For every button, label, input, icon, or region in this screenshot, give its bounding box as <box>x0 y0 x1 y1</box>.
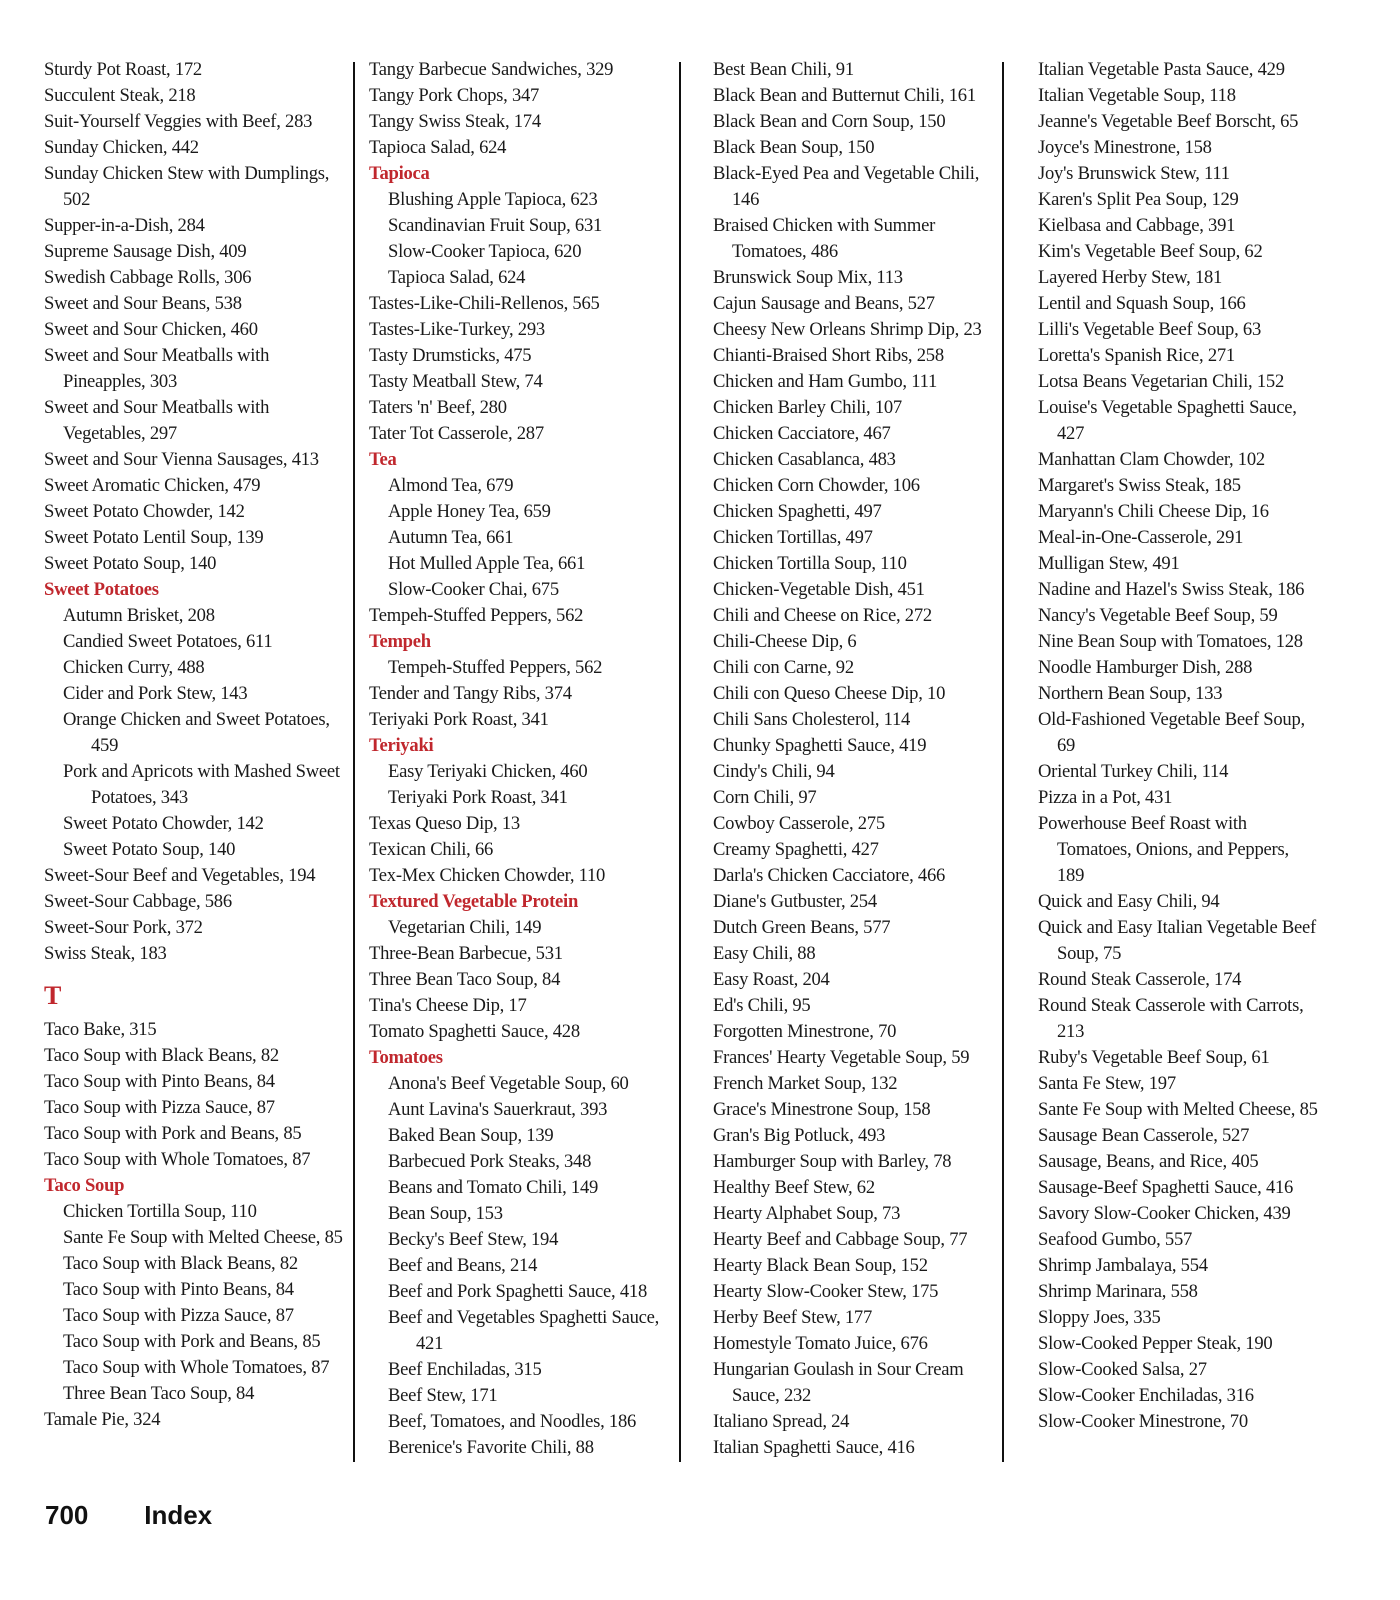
index-subentry: Becky's Beef Stew, 194 <box>388 1229 559 1250</box>
index-entry: Cindy's Chili, 94 <box>713 761 835 782</box>
index-entry: Italian Vegetable Soup, 118 <box>1038 85 1236 106</box>
index-entry: Swiss Steak, 183 <box>44 943 167 964</box>
index-entry: Tastes-Like-Chili-Rellenos, 565 <box>369 293 600 314</box>
index-entry: Tangy Swiss Steak, 174 <box>369 111 541 132</box>
index-entry: Taters 'n' Beef, 280 <box>369 397 507 418</box>
index-entry: Dutch Green Beans, 577 <box>713 917 891 938</box>
index-entry: Black Bean Soup, 150 <box>713 137 875 158</box>
index-entry: Texas Queso Dip, 13 <box>369 813 520 834</box>
index-entry: Seafood Gumbo, 557 <box>1038 1229 1193 1250</box>
page-footer <box>45 1500 212 1531</box>
index-topic-heading: Tapioca <box>369 163 430 184</box>
index-entry: Gran's Big Potluck, 493 <box>713 1125 886 1146</box>
index-entry: Quick and Easy Italian Vegetable Beef Soup, 75 <box>1038 917 1316 964</box>
index-entry: Black Bean and Butternut Chili, 161 <box>713 85 976 106</box>
index-subentry: Beef Stew, 171 <box>388 1385 498 1406</box>
index-entry: Italian Spaghetti Sauce, 416 <box>713 1437 915 1458</box>
index-entry: Chili and Cheese on Rice, 272 <box>713 605 932 626</box>
index-entry: Chili con Queso Cheese Dip, 10 <box>713 683 946 704</box>
index-entry: Sweet and Sour Beans, 538 <box>44 293 242 314</box>
index-subentry: Orange Chicken and Sweet Potatoes, 459 <box>63 709 330 756</box>
index-entry: Slow-Cooked Salsa, 27 <box>1038 1359 1207 1380</box>
index-entry: Oriental Turkey Chili, 114 <box>1038 761 1229 782</box>
index-entry: Tasty Drumsticks, 475 <box>369 345 532 366</box>
index-entry: Hamburger Soup with Barley, 78 <box>713 1151 952 1172</box>
index-entry: Chianti-Braised Short Ribs, 258 <box>713 345 944 366</box>
index-topic-heading: Tomatoes <box>369 1047 443 1068</box>
index-entry: Tomato Spaghetti Sauce, 428 <box>369 1021 580 1042</box>
index-subentry: Bean Soup, 153 <box>388 1203 503 1224</box>
index-entry: Sweet and Sour Meatballs with Vegetables, 297 <box>44 397 270 444</box>
index-subentry: Anona's Beef Vegetable Soup, 60 <box>388 1073 629 1094</box>
index-subentry: Beef Enchiladas, 315 <box>388 1359 542 1380</box>
index-column-4 <box>1038 57 1318 1435</box>
index-entry: Taco Soup with Pinto Beans, 84 <box>44 1071 275 1092</box>
index-entry: Hearty Slow-Cooker Stew, 175 <box>713 1281 939 1302</box>
index-entry: Tangy Pork Chops, 347 <box>369 85 540 106</box>
index-subentry: Vegetarian Chili, 149 <box>388 917 542 938</box>
index-entry: Tasty Meatball Stew, 74 <box>369 371 543 392</box>
index-subentry: Almond Tea, 679 <box>388 475 514 496</box>
page-number: 700 <box>45 1500 89 1530</box>
index-entry: Lilli's Vegetable Beef Soup, 63 <box>1038 319 1261 340</box>
index-entry: Jeanne's Vegetable Beef Borscht, 65 <box>1038 111 1299 132</box>
index-entry: Corn Chili, 97 <box>713 787 817 808</box>
index-entry: Sausage Bean Casserole, 527 <box>1038 1125 1250 1146</box>
index-entry: Pizza in a Pot, 431 <box>1038 787 1173 808</box>
index-subentry: Aunt Lavina's Sauerkraut, 393 <box>388 1099 608 1120</box>
index-column-3 <box>713 57 998 1461</box>
index-entry: Chicken Barley Chili, 107 <box>713 397 902 418</box>
index-subentry: Three Bean Taco Soup, 84 <box>63 1383 255 1404</box>
index-entry: Joyce's Minestrone, 158 <box>1038 137 1212 158</box>
index-entry: Chicken Casablanca, 483 <box>713 449 896 470</box>
index-entry: Teriyaki Pork Roast, 341 <box>369 709 549 730</box>
index-subentry: Sante Fe Soup with Melted Cheese, 85 <box>63 1227 343 1248</box>
index-entry: Savory Slow-Cooker Chicken, 439 <box>1038 1203 1291 1224</box>
index-entry: Chili Sans Cholesterol, 114 <box>713 709 911 730</box>
index-entry: Taco Soup with Pizza Sauce, 87 <box>44 1097 275 1118</box>
index-subentry: Blushing Apple Tapioca, 623 <box>388 189 598 210</box>
index-letter-heading: T <box>44 981 62 1010</box>
column-divider <box>353 62 355 1462</box>
index-entry: Grace's Minestrone Soup, 158 <box>713 1099 931 1120</box>
index-entry: Noodle Hamburger Dish, 288 <box>1038 657 1253 678</box>
index-entry: Shrimp Jambalaya, 554 <box>1038 1255 1208 1276</box>
index-entry: Chicken Cacciatore, 467 <box>713 423 891 444</box>
index-entry: Karen's Split Pea Soup, 129 <box>1038 189 1239 210</box>
index-entry: Three-Bean Barbecue, 531 <box>369 943 563 964</box>
index-entry: Suit-Yourself Veggies with Beef, 283 <box>44 111 313 132</box>
index-subentry: Autumn Tea, 661 <box>388 527 514 548</box>
index-column-1 <box>44 57 344 1433</box>
index-subentry: Pork and Apricots with Mashed Sweet Potatoes, 343 <box>63 761 340 808</box>
index-subentry: Slow-Cooker Chai, 675 <box>388 579 559 600</box>
column-divider <box>679 62 681 1462</box>
index-subentry: Beef, Tomatoes, and Noodles, 186 <box>388 1411 637 1432</box>
index-entry: Frances' Hearty Vegetable Soup, 59 <box>713 1047 970 1068</box>
index-topic-heading: Textured Vegetable Protein <box>369 891 579 912</box>
index-entry: Forgotten Minestrone, 70 <box>713 1021 897 1042</box>
index-subentry: Chicken Curry, 488 <box>63 657 205 678</box>
index-topic-heading: Tea <box>369 449 397 470</box>
index-entry: Powerhouse Beef Roast with Tomatoes, Onions, and Peppers, 189 <box>1038 813 1289 886</box>
index-entry: Tamale Pie, 324 <box>44 1409 161 1430</box>
index-entry: Hearty Alphabet Soup, 73 <box>713 1203 901 1224</box>
index-entry: Ed's Chili, 95 <box>713 995 811 1016</box>
index-subentry: Tapioca Salad, 624 <box>388 267 526 288</box>
index-subentry: Hot Mulled Apple Tea, 661 <box>388 553 586 574</box>
index-entry: Santa Fe Stew, 197 <box>1038 1073 1176 1094</box>
index-entry: Italian Vegetable Pasta Sauce, 429 <box>1038 59 1285 80</box>
index-subentry: Candied Sweet Potatoes, 611 <box>63 631 273 652</box>
index-entry: Nine Bean Soup with Tomatoes, 128 <box>1038 631 1303 652</box>
column-divider <box>1002 62 1004 1462</box>
index-entry: Cowboy Casserole, 275 <box>713 813 885 834</box>
index-subentry: Taco Soup with Pork and Beans, 85 <box>63 1331 321 1352</box>
index-entry: Taco Soup with Pork and Beans, 85 <box>44 1123 302 1144</box>
index-entry: Taco Bake, 315 <box>44 1019 157 1040</box>
index-entry: Chicken Spaghetti, 497 <box>713 501 882 522</box>
index-entry: Chicken-Vegetable Dish, 451 <box>713 579 925 600</box>
index-subentry: Taco Soup with Pizza Sauce, 87 <box>63 1305 294 1326</box>
index-entry: Slow-Cooker Minestrone, 70 <box>1038 1411 1248 1432</box>
index-entry: Cheesy New Orleans Shrimp Dip, 23 <box>713 319 982 340</box>
index-entry: Sante Fe Soup with Melted Cheese, 85 <box>1038 1099 1318 1120</box>
index-entry: Joy's Brunswick Stew, 111 <box>1038 163 1230 184</box>
index-entry: Diane's Gutbuster, 254 <box>713 891 877 912</box>
index-entry: Tapioca Salad, 624 <box>369 137 507 158</box>
index-subentry: Berenice's Favorite Chili, 88 <box>388 1437 594 1458</box>
index-entry: Lotsa Beans Vegetarian Chili, 152 <box>1038 371 1284 392</box>
index-entry: Nadine and Hazel's Swiss Steak, 186 <box>1038 579 1305 600</box>
index-subentry: Beans and Tomato Chili, 149 <box>388 1177 599 1198</box>
index-entry: Northern Bean Soup, 133 <box>1038 683 1223 704</box>
index-entry: Supper-in-a-Dish, 284 <box>44 215 205 236</box>
index-entry: Sweet and Sour Meatballs with Pineapples, 303 <box>44 345 270 392</box>
index-entry: Sweet Potato Lentil Soup, 139 <box>44 527 264 548</box>
index-entry: Sturdy Pot Roast, 172 <box>44 59 202 80</box>
index-entry: Maryann's Chili Cheese Dip, 16 <box>1038 501 1269 522</box>
index-subentry: Slow-Cooker Tapioca, 620 <box>388 241 582 262</box>
index-subentry: Apple Honey Tea, 659 <box>388 501 551 522</box>
index-entry: Sweet and Sour Chicken, 460 <box>44 319 258 340</box>
index-subentry: Sweet Potato Chowder, 142 <box>63 813 264 834</box>
index-entry: Swedish Cabbage Rolls, 306 <box>44 267 252 288</box>
index-entry: Best Bean Chili, 91 <box>713 59 854 80</box>
index-entry: Healthy Beef Stew, 62 <box>713 1177 875 1198</box>
index-entry: Sloppy Joes, 335 <box>1038 1307 1161 1328</box>
index-entry: Quick and Easy Chili, 94 <box>1038 891 1220 912</box>
index-entry: Chicken Corn Chowder, 106 <box>713 475 920 496</box>
index-entry: French Market Soup, 132 <box>713 1073 898 1094</box>
index-entry: Tater Tot Casserole, 287 <box>369 423 544 444</box>
index-subentry: Taco Soup with Black Beans, 82 <box>63 1253 298 1274</box>
index-subentry: Sweet Potato Soup, 140 <box>63 839 236 860</box>
index-entry: Old-Fashioned Vegetable Beef Soup, 69 <box>1038 709 1305 756</box>
index-topic-heading: Tempeh <box>369 631 431 652</box>
index-entry: Three Bean Taco Soup, 84 <box>369 969 561 990</box>
index-entry: Tangy Barbecue Sandwiches, 329 <box>369 59 614 80</box>
index-entry: Slow-Cooked Pepper Steak, 190 <box>1038 1333 1273 1354</box>
index-entry: Ruby's Vegetable Beef Soup, 61 <box>1038 1047 1270 1068</box>
index-entry: Brunswick Soup Mix, 113 <box>713 267 903 288</box>
index-entry: Easy Chili, 88 <box>713 943 816 964</box>
index-entry: Braised Chicken with Summer Tomatoes, 486 <box>713 215 936 262</box>
index-entry: Sweet Potato Chowder, 142 <box>44 501 245 522</box>
index-entry: Shrimp Marinara, 558 <box>1038 1281 1198 1302</box>
index-entry: Sunday Chicken Stew with Dumplings, 502 <box>44 163 330 210</box>
index-topic-heading: Sweet Potatoes <box>44 579 159 600</box>
index-entry: Mulligan Stew, 491 <box>1038 553 1180 574</box>
index-entry: Tina's Cheese Dip, 17 <box>369 995 527 1016</box>
index-subentry: Tempeh-Stuffed Peppers, 562 <box>388 657 603 678</box>
index-entry: Meal-in-One-Casserole, 291 <box>1038 527 1244 548</box>
index-entry: Lentil and Squash Soup, 166 <box>1038 293 1246 314</box>
index-entry: Italiano Spread, 24 <box>713 1411 850 1432</box>
index-entry: Louise's Vegetable Spaghetti Sauce, 427 <box>1038 397 1297 444</box>
section-title: Index <box>144 1500 213 1530</box>
index-entry: Kim's Vegetable Beef Soup, 62 <box>1038 241 1263 262</box>
index-entry: Supreme Sausage Dish, 409 <box>44 241 247 262</box>
index-entry: Chicken Tortillas, 497 <box>713 527 873 548</box>
index-subentry: Chicken Tortilla Soup, 110 <box>63 1201 257 1222</box>
index-entry: Creamy Spaghetti, 427 <box>713 839 879 860</box>
index-entry: Nancy's Vegetable Beef Soup, 59 <box>1038 605 1278 626</box>
index-entry: Loretta's Spanish Rice, 271 <box>1038 345 1235 366</box>
index-subentry: Easy Teriyaki Chicken, 460 <box>388 761 588 782</box>
index-entry: Sweet and Sour Vienna Sausages, 413 <box>44 449 319 470</box>
index-entry: Sweet-Sour Cabbage, 586 <box>44 891 232 912</box>
index-entry: Darla's Chicken Cacciatore, 466 <box>713 865 946 886</box>
index-entry: Succulent Steak, 218 <box>44 85 196 106</box>
index-subentry: Taco Soup with Whole Tomatoes, 87 <box>63 1357 330 1378</box>
index-subentry: Baked Bean Soup, 139 <box>388 1125 554 1146</box>
index-entry: Taco Soup with Whole Tomatoes, 87 <box>44 1149 311 1170</box>
index-entry: Sweet-Sour Pork, 372 <box>44 917 203 938</box>
index-entry: Tastes-Like-Turkey, 293 <box>369 319 545 340</box>
index-entry: Round Steak Casserole with Carrots, 213 <box>1038 995 1304 1042</box>
index-entry: Cajun Sausage and Beans, 527 <box>713 293 935 314</box>
index-subentry: Beef and Vegetables Spaghetti Sauce, 421 <box>388 1307 660 1354</box>
index-entry: Chunky Spaghetti Sauce, 419 <box>713 735 927 756</box>
index-topic-heading: Teriyaki <box>369 735 434 756</box>
index-subentry: Teriyaki Pork Roast, 341 <box>388 787 568 808</box>
index-topic-heading: Taco Soup <box>44 1175 125 1196</box>
index-subentry: Autumn Brisket, 208 <box>63 605 215 626</box>
index-entry: Hearty Beef and Cabbage Soup, 77 <box>713 1229 968 1250</box>
index-entry: Chicken and Ham Gumbo, 111 <box>713 371 937 392</box>
index-entry: Sunday Chicken, 442 <box>44 137 199 158</box>
index-entry: Black-Eyed Pea and Vegetable Chili, 146 <box>713 163 980 210</box>
index-entry: Tempeh-Stuffed Peppers, 562 <box>369 605 584 626</box>
index-entry: Layered Herby Stew, 181 <box>1038 267 1223 288</box>
index-entry: Sweet-Sour Beef and Vegetables, 194 <box>44 865 316 886</box>
index-entry: Chili-Cheese Dip, 6 <box>713 631 857 652</box>
index-subentry: Scandinavian Fruit Soup, 631 <box>388 215 603 236</box>
index-entry: Herby Beef Stew, 177 <box>713 1307 873 1328</box>
index-subentry: Beef and Pork Spaghetti Sauce, 418 <box>388 1281 647 1302</box>
index-entry: Easy Roast, 204 <box>713 969 830 990</box>
index-entry: Taco Soup with Black Beans, 82 <box>44 1045 279 1066</box>
index-entry: Sausage-Beef Spaghetti Sauce, 416 <box>1038 1177 1294 1198</box>
index-entry: Sweet Potato Soup, 140 <box>44 553 217 574</box>
index-entry: Chicken Tortilla Soup, 110 <box>713 553 907 574</box>
index-subentry: Cider and Pork Stew, 143 <box>63 683 248 704</box>
index-entry: Margaret's Swiss Steak, 185 <box>1038 475 1241 496</box>
index-entry: Black Bean and Corn Soup, 150 <box>713 111 946 132</box>
index-subentry: Barbecued Pork Steaks, 348 <box>388 1151 592 1172</box>
index-entry: Sweet Aromatic Chicken, 479 <box>44 475 261 496</box>
index-entry: Hearty Black Bean Soup, 152 <box>713 1255 928 1276</box>
index-column-2 <box>369 57 669 1461</box>
index-entry: Chili con Carne, 92 <box>713 657 854 678</box>
index-entry: Kielbasa and Cabbage, 391 <box>1038 215 1236 236</box>
index-subentry: Taco Soup with Pinto Beans, 84 <box>63 1279 294 1300</box>
index-entry: Tex-Mex Chicken Chowder, 110 <box>369 865 606 886</box>
index-entry: Hungarian Goulash in Sour Cream Sauce, 232 <box>713 1359 964 1406</box>
index-entry: Sausage, Beans, and Rice, 405 <box>1038 1151 1259 1172</box>
index-entry: Round Steak Casserole, 174 <box>1038 969 1242 990</box>
index-entry: Texican Chili, 66 <box>369 839 494 860</box>
index-entry: Manhattan Clam Chowder, 102 <box>1038 449 1265 470</box>
index-entry: Slow-Cooker Enchiladas, 316 <box>1038 1385 1254 1406</box>
index-entry: Homestyle Tomato Juice, 676 <box>713 1333 928 1354</box>
index-subentry: Beef and Beans, 214 <box>388 1255 538 1276</box>
index-entry: Tender and Tangy Ribs, 374 <box>369 683 572 704</box>
